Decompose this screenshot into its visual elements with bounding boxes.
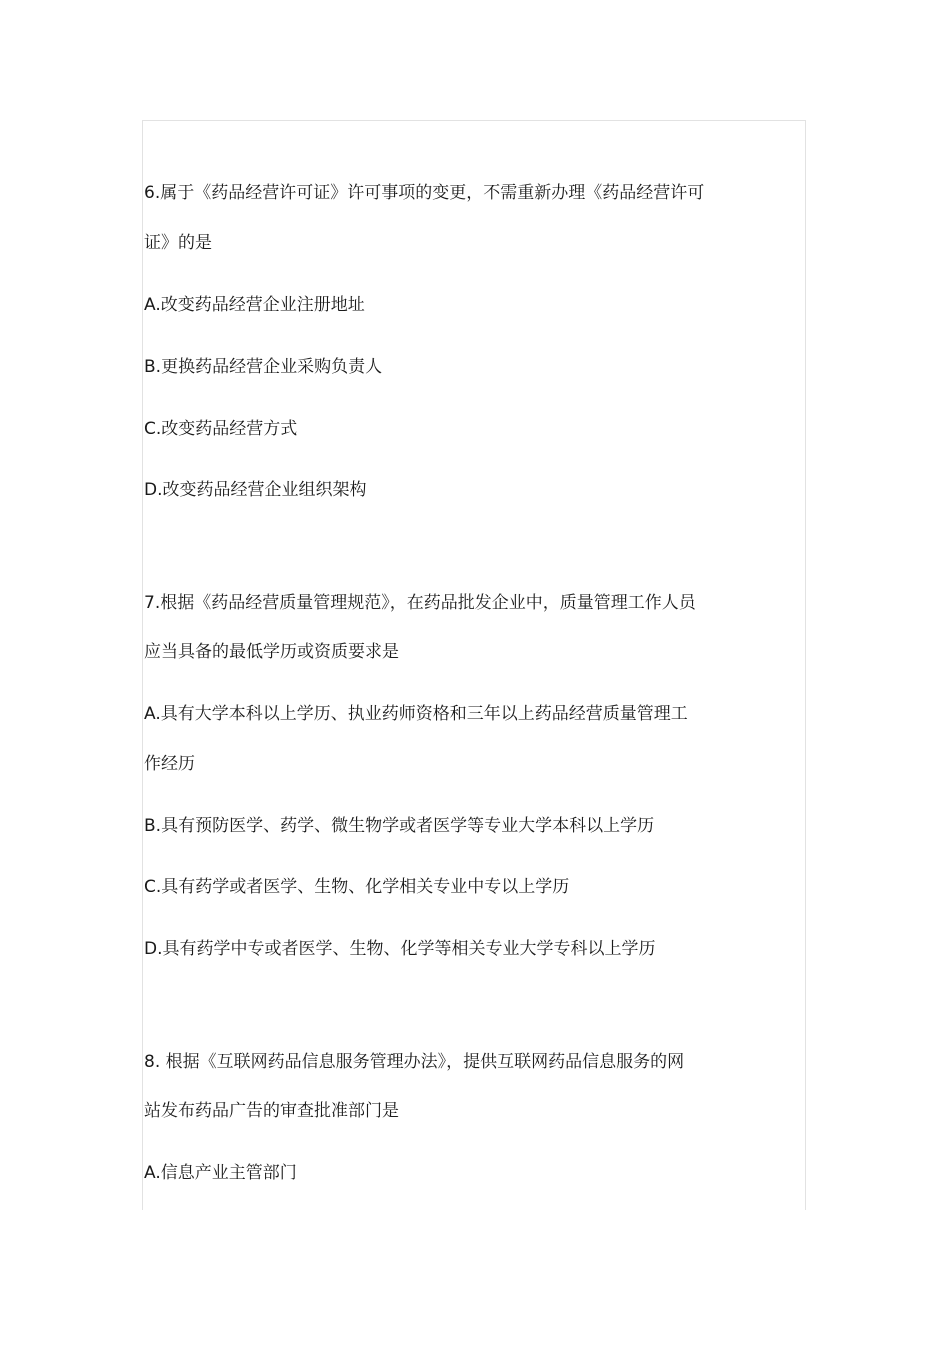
question-6-option-d: D.改变药品经营企业组织架构 — [144, 480, 367, 500]
question-6-stem-line2: 证》的是 — [144, 233, 212, 253]
question-7-stem-line1: 7.根据《药品经营质量管理规范》，在药品批发企业中，质量管理工作人员 — [144, 593, 696, 613]
question-7-option-a-line1: A.具有大学本科以上学历、执业药师资格和三年以上药品经营质量管理工 — [144, 704, 688, 724]
question-6-option-b: B.更换药品经营企业采购负责人 — [144, 357, 383, 377]
question-7-option-c: C.具有药学或者医学、生物、化学相关专业中专以上学历 — [144, 877, 570, 897]
question-6-option-a: A.改变药品经营企业注册地址 — [144, 295, 365, 315]
question-8-stem-line2: 站发布药品广告的审查批准部门是 — [144, 1101, 399, 1121]
question-7-option-d: D.具有药学中专或者医学、生物、化学等相关专业大学专科以上学历 — [144, 939, 656, 959]
question-8-option-a: A.信息产业主管部门 — [144, 1163, 297, 1183]
question-7-stem-line2: 应当具备的最低学历或资质要求是 — [144, 642, 399, 662]
question-8-stem-line1: 8. 根据《互联网药品信息服务管理办法》，提供互联网药品信息服务的网 — [144, 1052, 685, 1072]
question-6-option-c: C.改变药品经营方式 — [144, 419, 298, 439]
page-frame — [142, 120, 806, 1210]
question-7-option-b: B.具有预防医学、药学、微生物学或者医学等专业大学本科以上学历 — [144, 816, 655, 836]
question-7-option-a-line2: 作经历 — [144, 754, 195, 774]
question-6-stem-line1: 6.属于《药品经营许可证》许可事项的变更，不需重新办理《药品经营许可 — [144, 183, 705, 203]
